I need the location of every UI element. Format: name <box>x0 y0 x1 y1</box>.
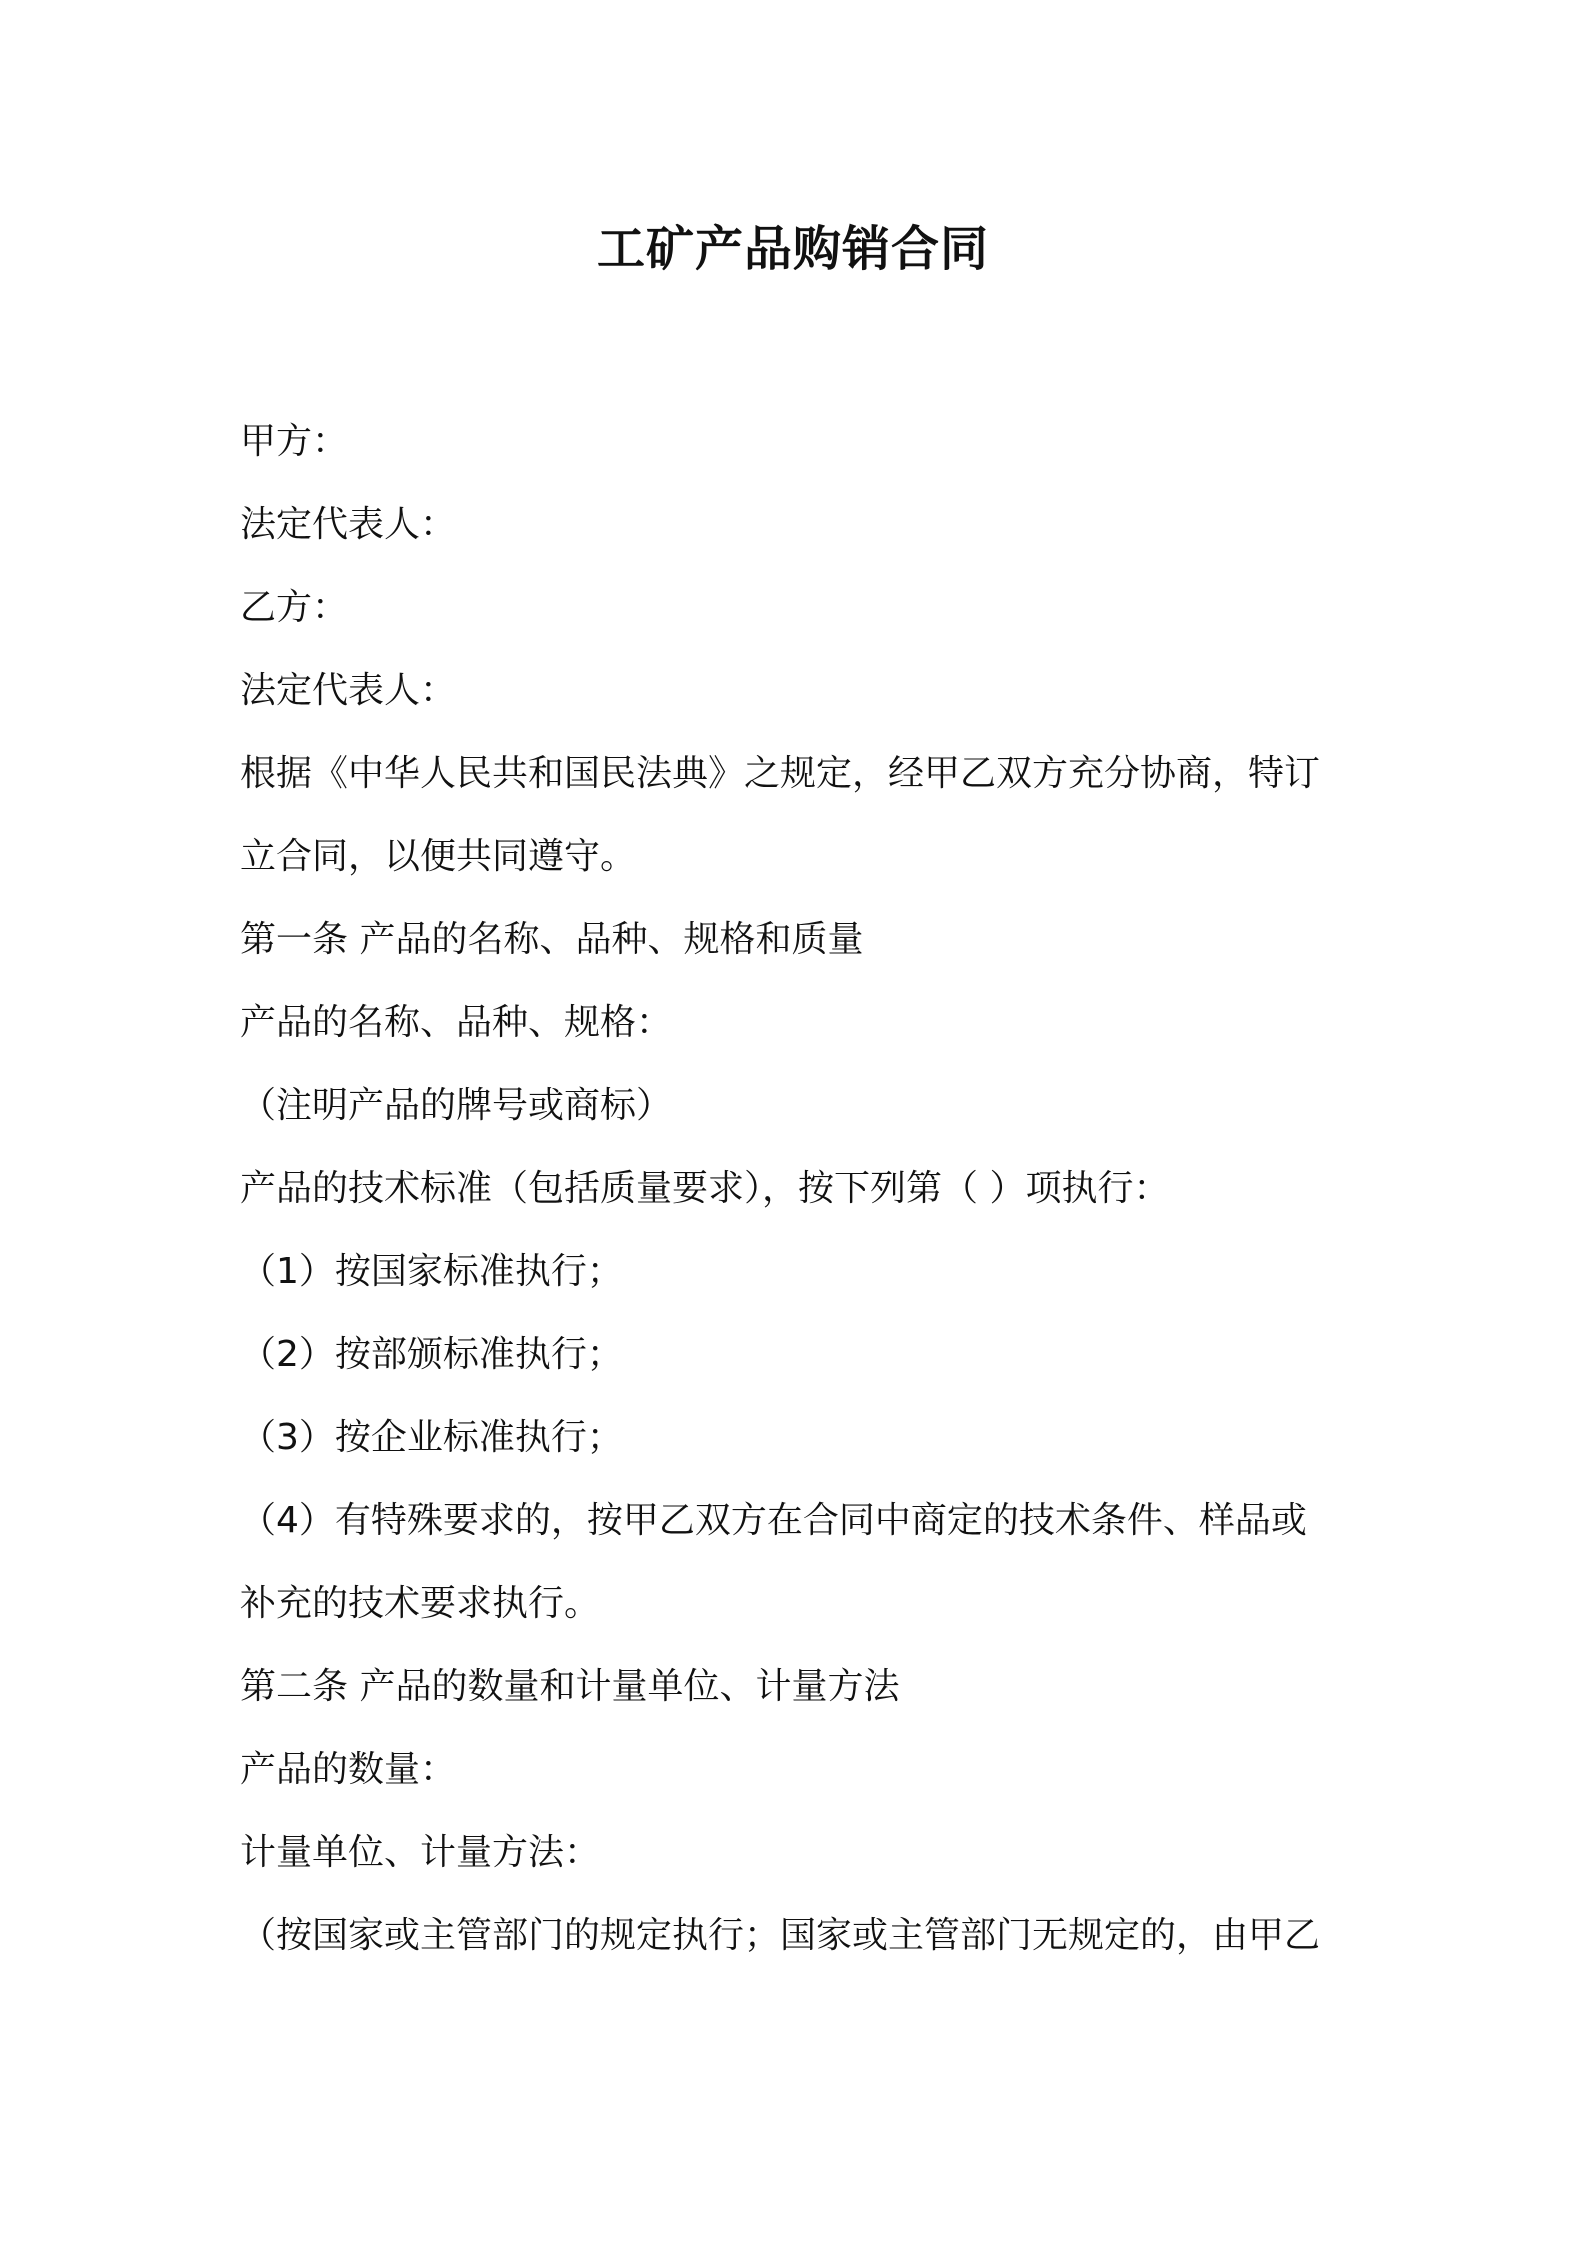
brand-note-line: （注明产品的牌号或商标） <box>240 1085 673 1126</box>
technical-standard-line: 产品的技术标准（包括质量要求），按下列第（ ）项执行： <box>240 1168 1170 1209</box>
standard-option-1: （1）按国家标准执行； <box>240 1251 623 1292</box>
article-1-heading: 第一条 产品的名称、品种、规格和质量 <box>240 919 864 960</box>
preamble-line-2: 立合同，以便共同遵守。 <box>240 836 637 877</box>
document-title: 工矿产品购销合同 <box>596 221 989 277</box>
measurement-method-line: 计量单位、计量方法： <box>240 1832 601 1873</box>
party-b-legal-representative-line: 法定代表人： <box>240 670 457 711</box>
preamble-line-1: 根据《中华人民共和国民法典》之规定，经甲乙双方充分协商，特订 <box>240 753 1321 794</box>
standard-option-4-line-1: （4）有特殊要求的，按甲乙双方在合同中商定的技术条件、样品或 <box>240 1500 1307 1541</box>
standard-option-3: （3）按企业标准执行； <box>240 1417 623 1458</box>
standard-option-2: （2）按部颁标准执行； <box>240 1334 623 1375</box>
article-2-heading: 第二条 产品的数量和计量单位、计量方法 <box>240 1666 900 1707</box>
party-b-line: 乙方： <box>240 587 349 628</box>
measurement-note-line: （按国家或主管部门的规定执行；国家或主管部门无规定的，由甲乙 <box>240 1915 1321 1956</box>
product-quantity-line: 产品的数量： <box>240 1749 457 1790</box>
party-a-line: 甲方： <box>240 421 349 462</box>
product-name-line: 产品的名称、品种、规格： <box>240 1002 673 1043</box>
party-a-legal-representative-line: 法定代表人： <box>240 504 457 545</box>
standard-option-4-line-2: 补充的技术要求执行。 <box>240 1583 601 1624</box>
contract-body <box>240 400 1370 1977</box>
